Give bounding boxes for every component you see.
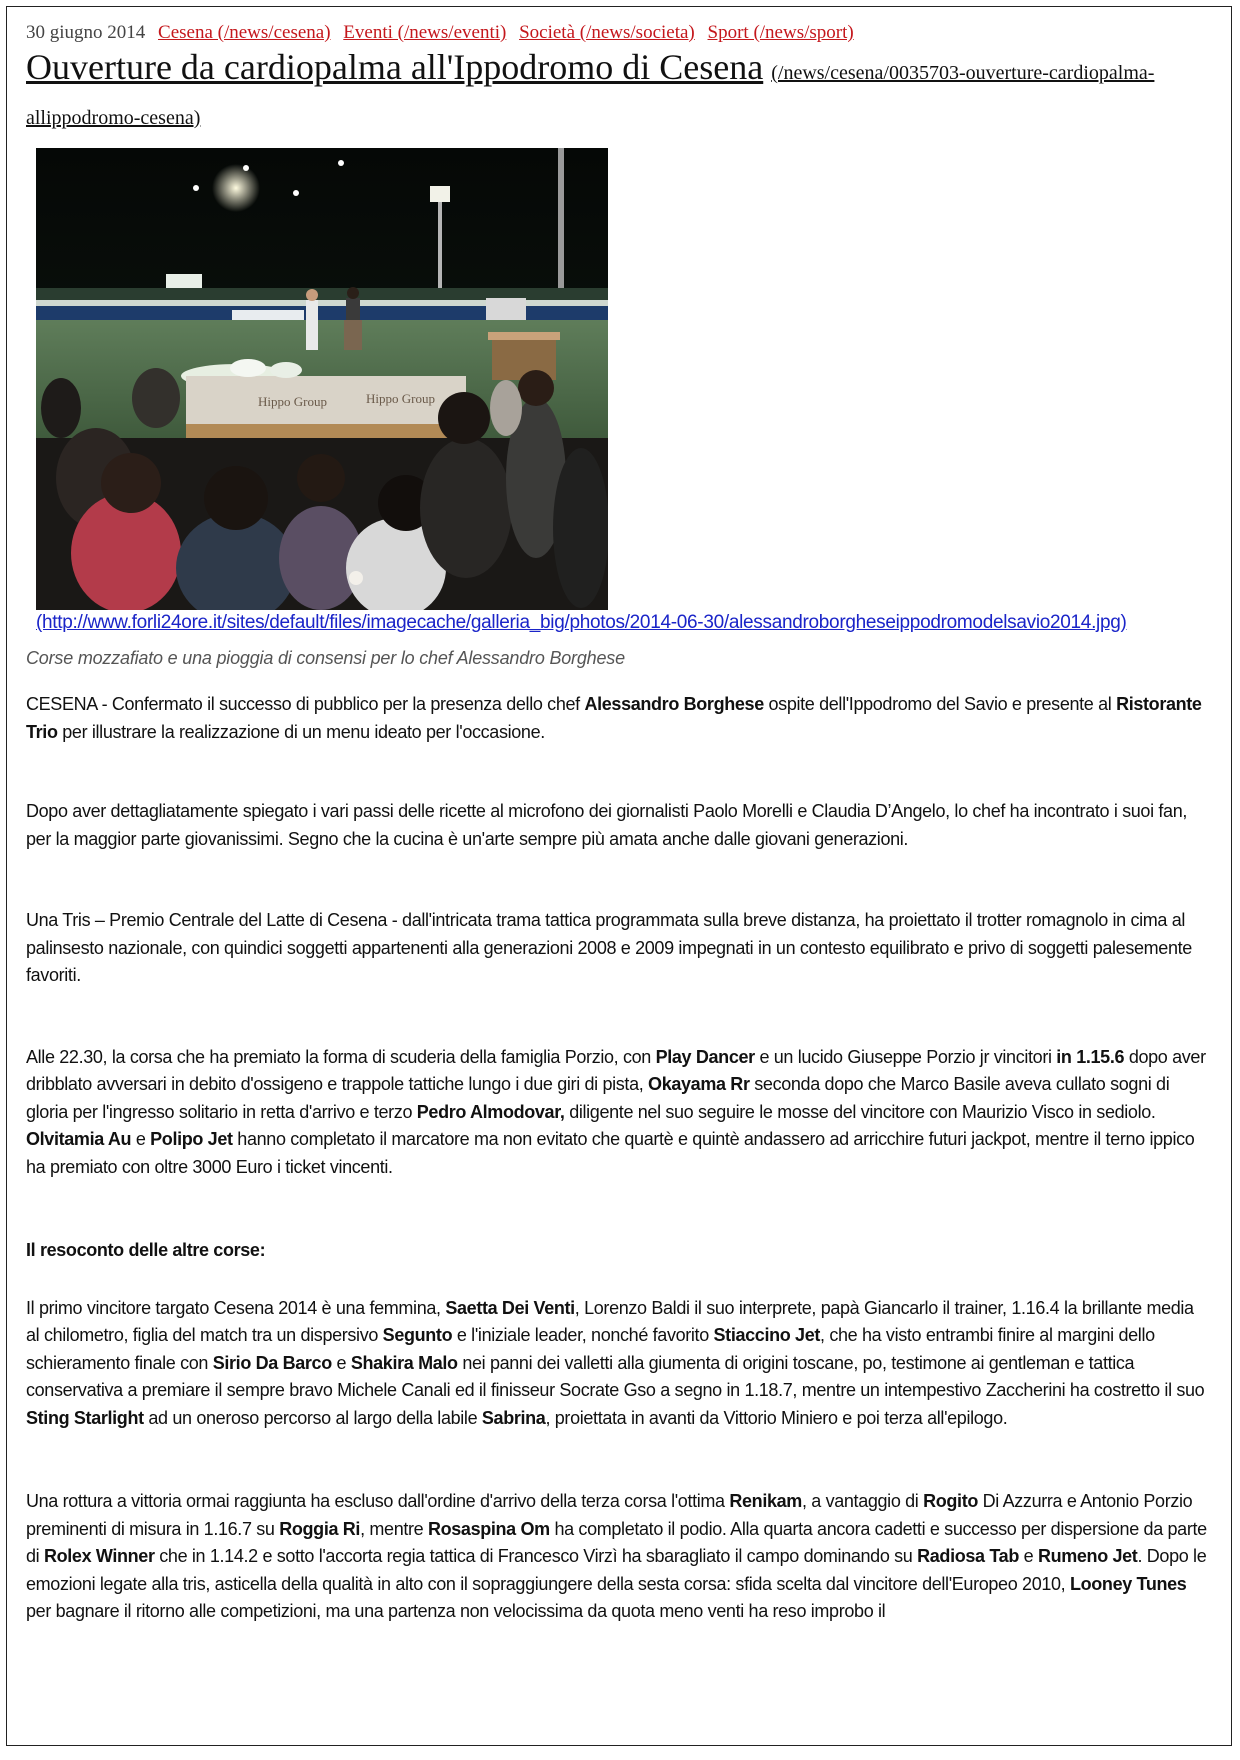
article-paragraph-2: Dopo aver dettagliatamente spiegato i vari passi delle ricette al microfono dei giornalisti Paolo Morelli e Claudia D’Angelo, lo chef ha incontrato i suoi fan, per la maggior parte giovanissimi. Segno che la cucina è un'arte sempre più amata anche dalle giovani generazioni.	[26, 801, 1188, 849]
article-paragraph-1: CESENA - Confermato il successo di pubblico per la presenza dello chef Alessandro Borghese ospite dell'Ippodromo del Savio e presente al Ristorante Trio per illustrare la realizzazione di un menu ideato per l'occasione.	[26, 694, 1202, 742]
category-link-cesena[interactable]: Cesena (/news/cesena)	[158, 22, 331, 43]
article-headline	[26, 47, 1211, 138]
photo-sign-right: Hippo Group	[366, 391, 435, 406]
photo-caption: Corse mozzafiato e una pioggia di consensi per lo chef Alessandro Borghese	[26, 648, 625, 668]
article-page	[6, 6, 1232, 1746]
article-title-url[interactable]: (/news/cesena/0035703-ouverture-cardiopalma-allippodromo-cesena)	[26, 62, 1155, 129]
article-meta	[26, 21, 1211, 45]
category-link-sport[interactable]: Sport (/news/sport)	[707, 22, 854, 43]
category-link-eventi[interactable]: Eventi (/news/eventi)	[343, 22, 507, 43]
article-date: 30 giugno 2014	[26, 22, 146, 43]
image-url-link[interactable]: (http://www.forli24ore.it/sites/default/files/imagecache/galleria_big/photos/2014-06-30/alessandroborgheseippodromodelsavio2014.jpg)	[36, 612, 1127, 633]
photo-sign-left: Hippo Group	[258, 394, 327, 409]
category-link-societa[interactable]: Società (/news/societa)	[519, 22, 695, 43]
article-paragraph-5: Il primo vincitore targato Cesena 2014 è una femmina, Saetta Dei Venti, Lorenzo Baldi il suo interprete, papà Giancarlo il trainer, 1.16.4 la brillante media al chilometro, figlia del match tra un dispersivo Segunto e l'iniziale leader, nonché favorito Stiaccino Jet, che ha visto entrambi finire al margini dello schieramento finale con Sirio Da Barco e Shakira Malo nei panni dei valletti alla giumenta di origini toscane, po, testimone ai gentleman e tattica conservativa a premiare il sempre bravo Michele Canali ed il finisseur Socrate Gso a segno in 1.18.7, mentre un intempestivo Zaccherini ha costretto il suo Sting Starlight ad un oneroso percorso al largo della labile Sabrina, proiettata in avanti da Vittorio Miniero e poi terza all'epilogo.	[26, 1297, 1205, 1428]
article-paragraph-4: Alle 22.30, la corsa che ha premiato la forma di scuderia della famiglia Porzio, con Play Dancer e un lucido Giuseppe Porzio jr vincitori in 1.15.6 dopo aver dribblato avversari in debito d'ossigeno e trappole tattiche lungo i due giri di pista, Okayama Rr seconda dopo che Marco Basile aveva cullato sogni di gloria per l'ingresso solitario in retta d'arrivo e terzo Pedro Almodovar, diligente nel suo seguire le mosse del vincitore con Maurizio Visco in sediolo. Olvitamia Au e Polipo Jet hanno completato il marcatore ma non evitato che quartè e quintè andassero ad arricchire futuri jackpot, mentre il terno ippico ha premiato con oltre 3000 Euro i ticket vincenti.	[26, 1046, 1206, 1177]
section-heading-other-races: Il resoconto delle altre corse:	[26, 1240, 266, 1260]
article-title[interactable]: Ouverture da cardiopalma all'Ippodromo di Cesena	[26, 47, 764, 87]
article-paragraph-6: Una rottura a vittoria ormai raggiunta ha escluso dall'ordine d'arrivo della terza corsa l'ottima Renikam, a vantaggio di Rogito Di Azzurra e Antonio Porzio preminenti di misura in 1.16.7 su Roggia Ri, mentre Rosaspina Om ha completato il podio. Alla quarta ancora cadetti e successo per dispersione da parte di Rolex Winner che in 1.14.2 e sotto l'accorta regia tattica di Francesco Virzì ha sbaragliato il campo dominando su Radiosa Tab e Rumeno Jet. Dopo le emozioni legate alla tris, asticella della qualità in alto con il sopraggiungere della sesta corsa: sfida scelta dal vincitore dell'Europeo 2010, Looney Tunes per bagnare il ritorno alle competizioni, ma una partenza non velocissima da quota meno venti ha reso improbo il	[26, 1491, 1207, 1621]
article-photo	[36, 148, 608, 610]
article-paragraph-3: Una Tris – Premio Centrale del Latte di Cesena - dall'intricata trama tattica programmata sulla breve distanza, ha proiettato il trotter romagnolo in cima al palinsesto nazionale, con quindici soggetti appartenenti alla generazioni 2008 e 2009 impegnati in un contesto equilibrato e privo di soggetti palesemente favoriti.	[26, 910, 1192, 985]
